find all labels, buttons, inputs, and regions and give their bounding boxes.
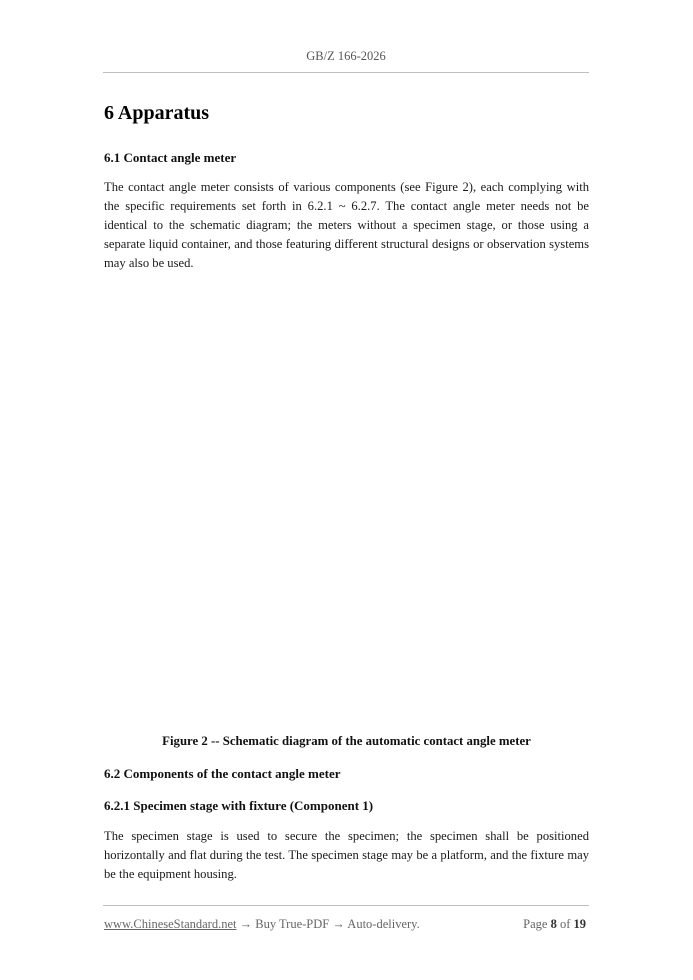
running-header: GB/Z 166-2026 (306, 49, 386, 63)
footer-promo-text: → Buy True-PDF → Auto-delivery. (236, 917, 420, 931)
subsection-heading-6-2-1: 6.2.1 Specimen stage with fixture (Component 1) (104, 798, 374, 813)
figure-caption: Figure 2 -- Schematic diagram of the automatic contact angle meter (162, 734, 531, 748)
header-divider (103, 72, 589, 73)
page-of-label: of (559, 917, 571, 931)
page-current: 8 (550, 917, 557, 931)
subsection-heading-6-1: 6.1 Contact angle meter (104, 150, 237, 165)
page-total: 19 (573, 917, 586, 931)
section-title: 6 Apparatus (104, 102, 210, 124)
paragraph-6-1: The contact angle meter consists of various components (see Figure 2), each complying with the specific requirements set forth in 6.2.1 ~ 6.2.7. The contact angle meter needs not be identical to the schematic diagram; the meters without a specimen stage, or those using a separate liquid container, and those featuring different structural designs or observation systems may also be used. (104, 180, 589, 270)
page-indicator (523, 917, 586, 932)
figure-2-image-area (104, 280, 589, 720)
footer-divider (103, 905, 589, 906)
paragraph-6-2-1: The specimen stage is used to secure the specimen; the specimen shall be positioned horizontally and flat during the test. The specimen stage may be a platform, and the fixture may be the equipment housing. (104, 829, 589, 881)
footer-promo (104, 917, 420, 932)
website-link[interactable]: www.ChineseStandard.net (104, 917, 237, 931)
page-label: Page (523, 917, 548, 931)
subsection-heading-6-2: 6.2 Components of the contact angle meter (104, 766, 341, 781)
